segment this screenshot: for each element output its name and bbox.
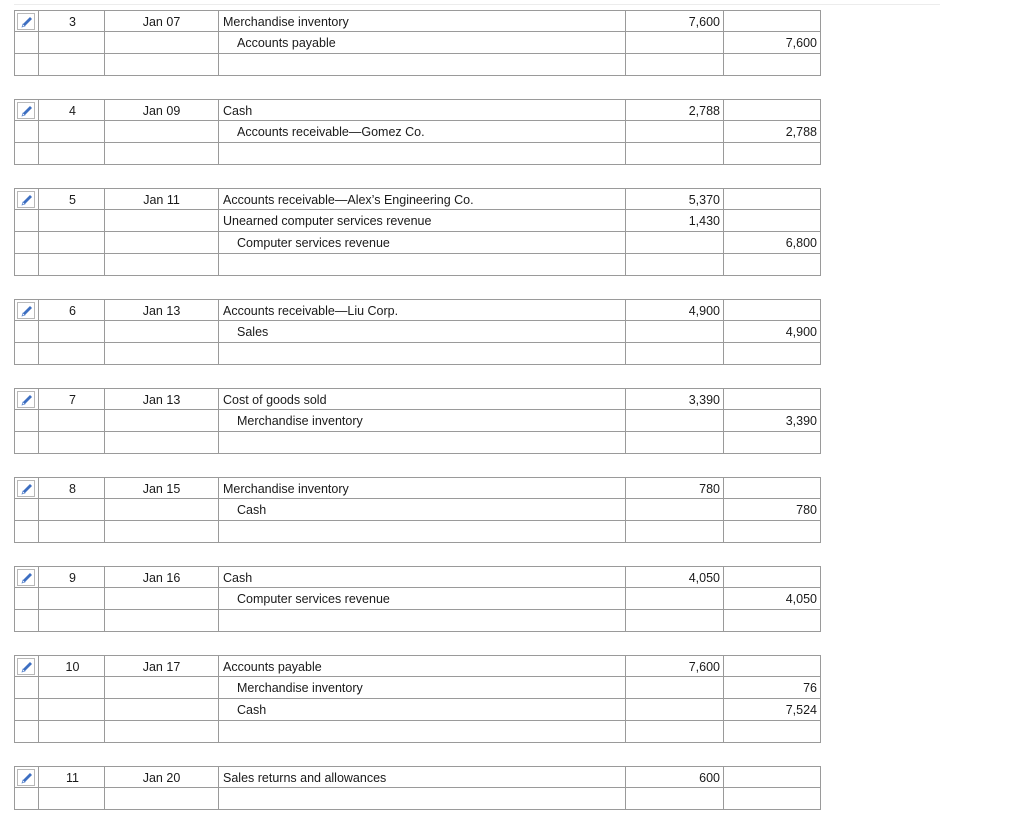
debit-field[interactable] [625,410,723,432]
debit-field[interactable] [625,143,723,165]
credit-field[interactable] [723,343,821,365]
entry-date [104,432,218,454]
transaction-number [38,343,104,365]
journal-line [14,499,817,521]
blank-entry-row [14,610,812,632]
transaction-number [38,143,104,165]
transaction-number [38,254,104,276]
credit-field[interactable] [723,188,821,210]
account-title-field[interactable]: Cash [218,566,625,588]
credit-field[interactable] [723,254,821,276]
edit-cell[interactable] [14,299,38,321]
debit-field[interactable] [625,121,723,143]
transaction-number: 7 [38,388,104,410]
entry-date [104,788,218,810]
edit-pencil-icon[interactable] [17,191,35,208]
account-title-field[interactable]: Accounts receivable—Liu Corp. [218,299,625,321]
entry-date [104,321,218,343]
journal-line [14,299,812,321]
account-title-field[interactable] [218,610,625,632]
edit-pencil-icon[interactable] [17,658,35,675]
blank-entry-row [14,721,812,743]
journal-entry [14,477,817,543]
credit-field[interactable]: 76 [723,677,821,699]
credit-field[interactable]: 780 [723,499,821,521]
transaction-number [38,210,104,232]
credit-field[interactable] [723,521,821,543]
transaction-number: 11 [38,766,104,788]
entry-date [104,721,218,743]
journal-line [14,410,817,432]
debit-field[interactable]: 7,600 [625,10,723,32]
debit-field[interactable] [625,343,723,365]
account-title-field[interactable]: Merchandise inventory [218,677,625,699]
edit-cell[interactable] [14,188,38,210]
transaction-number: 3 [38,10,104,32]
credit-field[interactable] [723,721,821,743]
journal-entry [14,10,817,76]
journal-line [14,388,812,410]
credit-field[interactable]: 2,788 [723,121,821,143]
transaction-number [38,54,104,76]
account-title-field[interactable] [218,54,625,76]
edit-pencil-icon[interactable] [17,302,35,319]
transaction-number: 5 [38,188,104,210]
entry-date [104,343,218,365]
journal-line [14,655,812,677]
journal-entry [14,188,817,276]
credit-field[interactable] [723,477,821,499]
entry-date: Jan 16 [104,566,218,588]
journal-entry [14,299,817,365]
edit-cell[interactable] [14,566,38,588]
edit-cell [14,499,38,521]
entry-date [104,677,218,699]
edit-cell [14,721,38,743]
edit-cell [14,410,38,432]
edit-cell [14,210,38,232]
credit-field[interactable] [723,10,821,32]
debit-field[interactable] [625,321,723,343]
account-title-field[interactable] [218,143,625,165]
credit-field[interactable]: 7,600 [723,32,821,54]
transaction-number [38,788,104,810]
transaction-number: 9 [38,566,104,588]
credit-field[interactable] [723,610,821,632]
blank-entry-row [14,521,812,543]
entry-date [104,232,218,254]
account-title-field[interactable] [218,254,625,276]
account-title-field[interactable]: Merchandise inventory [218,410,625,432]
journal-line [14,477,812,499]
transaction-number [38,121,104,143]
transaction-number [38,232,104,254]
blank-entry-row [14,343,812,365]
entry-spacer [14,810,812,833]
entry-date: Jan 11 [104,188,218,210]
credit-field[interactable]: 4,050 [723,588,821,610]
journal-line [14,210,812,232]
account-title-field[interactable]: Computer services revenue [218,232,625,254]
entry-date [104,54,218,76]
edit-pencil-icon[interactable] [17,480,35,497]
journal-entry [14,388,817,454]
journal-line [14,699,817,721]
edit-cell[interactable] [14,655,38,677]
debit-field[interactable]: 780 [625,477,723,499]
debit-field[interactable] [625,721,723,743]
debit-field[interactable]: 7,600 [625,655,723,677]
journal-line [14,677,817,699]
account-title-field[interactable] [218,788,625,810]
transaction-number [38,321,104,343]
transaction-number [38,610,104,632]
account-title-field[interactable]: Accounts payable [218,655,625,677]
entry-spacer [14,632,812,655]
transaction-number [38,677,104,699]
transaction-number [38,432,104,454]
journal-line [14,99,812,121]
entry-date [104,210,218,232]
edit-pencil-icon[interactable] [17,569,35,586]
edit-cell [14,677,38,699]
account-title-field[interactable]: Unearned computer services revenue [218,210,625,232]
entry-spacer [14,76,812,99]
journal-entry [14,99,817,165]
edit-cell [14,321,38,343]
journal-line [14,588,817,610]
account-title-field[interactable]: Computer services revenue [218,588,625,610]
debit-field[interactable]: 4,900 [625,299,723,321]
edit-pencil-icon[interactable] [17,769,35,786]
account-title-field[interactable]: Sales [218,321,625,343]
blank-entry-row [14,432,812,454]
account-title-field[interactable] [218,721,625,743]
credit-field[interactable] [723,143,821,165]
transaction-number [38,499,104,521]
transaction-number: 6 [38,299,104,321]
blank-entry-row [14,254,812,276]
edit-cell[interactable] [14,99,38,121]
edit-cell [14,521,38,543]
debit-field[interactable] [625,610,723,632]
entry-spacer [14,365,812,388]
blank-entry-row [14,143,812,165]
blank-entry-row [14,54,812,76]
credit-field[interactable] [723,210,821,232]
journal-line [14,321,817,343]
edit-cell [14,788,38,810]
edit-cell [14,343,38,365]
edit-pencil-icon[interactable] [17,391,35,408]
credit-field[interactable] [723,788,821,810]
entry-spacer [14,454,812,477]
debit-field[interactable] [625,699,723,721]
edit-cell[interactable] [14,388,38,410]
account-title-field[interactable]: Cash [218,499,625,521]
account-title-field[interactable]: Merchandise inventory [218,10,625,32]
debit-field[interactable] [625,521,723,543]
debit-field[interactable]: 1,430 [625,210,723,232]
debit-field[interactable] [625,32,723,54]
transaction-number [38,410,104,432]
entry-spacer [14,743,812,766]
credit-field[interactable]: 3,390 [723,410,821,432]
debit-field[interactable]: 4,050 [625,566,723,588]
journal-line [14,232,817,254]
journal-line [14,121,817,143]
credit-field[interactable] [723,566,821,588]
account-title-field[interactable]: Accounts receivable—Gomez Co. [218,121,625,143]
entry-date [104,499,218,521]
credit-field[interactable]: 7,524 [723,699,821,721]
entry-date: Jan 13 [104,299,218,321]
debit-field[interactable] [625,677,723,699]
entry-date [104,610,218,632]
entry-date [104,143,218,165]
entry-spacer [14,276,812,299]
debit-field[interactable] [625,254,723,276]
blank-entry-row [14,788,812,810]
transaction-number: 10 [38,655,104,677]
debit-field[interactable] [625,588,723,610]
edit-cell [14,610,38,632]
credit-field[interactable] [723,655,821,677]
credit-field[interactable] [723,388,821,410]
debit-field[interactable]: 5,370 [625,188,723,210]
credit-field[interactable]: 4,900 [723,321,821,343]
entry-date: Jan 17 [104,655,218,677]
debit-field[interactable] [625,788,723,810]
entry-date [104,254,218,276]
journal-line [14,766,812,788]
entry-date [104,32,218,54]
account-title-field[interactable]: Merchandise inventory [218,477,625,499]
journal-line [14,188,812,210]
entry-date [104,588,218,610]
credit-field[interactable]: 6,800 [723,232,821,254]
entry-date [104,410,218,432]
account-title-field[interactable] [218,343,625,365]
credit-field[interactable] [723,432,821,454]
transaction-number [38,721,104,743]
edit-pencil-icon[interactable] [17,13,35,30]
edit-cell[interactable] [14,10,38,32]
entry-date: Jan 07 [104,10,218,32]
edit-cell [14,32,38,54]
edit-cell [14,143,38,165]
debit-field[interactable]: 600 [625,766,723,788]
account-title-field[interactable]: Accounts receivable—Alex’s Engineering Co. [218,188,625,210]
debit-field[interactable]: 3,390 [625,388,723,410]
debit-field[interactable] [625,499,723,521]
account-title-field[interactable] [218,521,625,543]
edit-cell[interactable] [14,766,38,788]
entry-date: Jan 20 [104,766,218,788]
debit-field[interactable] [625,432,723,454]
debit-field[interactable] [625,54,723,76]
credit-field[interactable] [723,54,821,76]
entry-date: Jan 13 [104,388,218,410]
edit-cell [14,54,38,76]
transaction-number: 4 [38,99,104,121]
edit-cell [14,121,38,143]
account-title-field[interactable]: Cost of goods sold [218,388,625,410]
account-title-field[interactable]: Cash [218,699,625,721]
edit-cell [14,232,38,254]
transaction-number [38,32,104,54]
journal-entry [14,655,817,743]
credit-field[interactable] [723,99,821,121]
edit-cell [14,254,38,276]
transaction-number [38,588,104,610]
journal-line [14,566,812,588]
transaction-number [38,699,104,721]
edit-pencil-icon[interactable] [17,102,35,119]
journal-line [14,10,812,32]
entry-spacer [14,165,812,188]
debit-field[interactable]: 2,788 [625,99,723,121]
edit-cell [14,432,38,454]
entry-spacer [14,543,812,566]
edit-cell [14,588,38,610]
entry-date [104,699,218,721]
account-title-field[interactable]: Accounts payable [218,32,625,54]
entry-date: Jan 09 [104,99,218,121]
general-journal-table [14,10,817,833]
debit-field[interactable] [625,232,723,254]
account-title-field[interactable]: Sales returns and allowances [218,766,625,788]
edit-cell[interactable] [14,477,38,499]
journal-entry [14,566,817,632]
account-title-field[interactable]: Cash [218,99,625,121]
transaction-number: 8 [38,477,104,499]
edit-cell [14,699,38,721]
journal-line [14,32,817,54]
account-title-field[interactable] [218,432,625,454]
credit-field[interactable] [723,766,821,788]
transaction-number [38,521,104,543]
entry-date [104,121,218,143]
entry-date: Jan 15 [104,477,218,499]
entry-date [104,521,218,543]
credit-field[interactable] [723,299,821,321]
journal-entry [14,766,812,810]
